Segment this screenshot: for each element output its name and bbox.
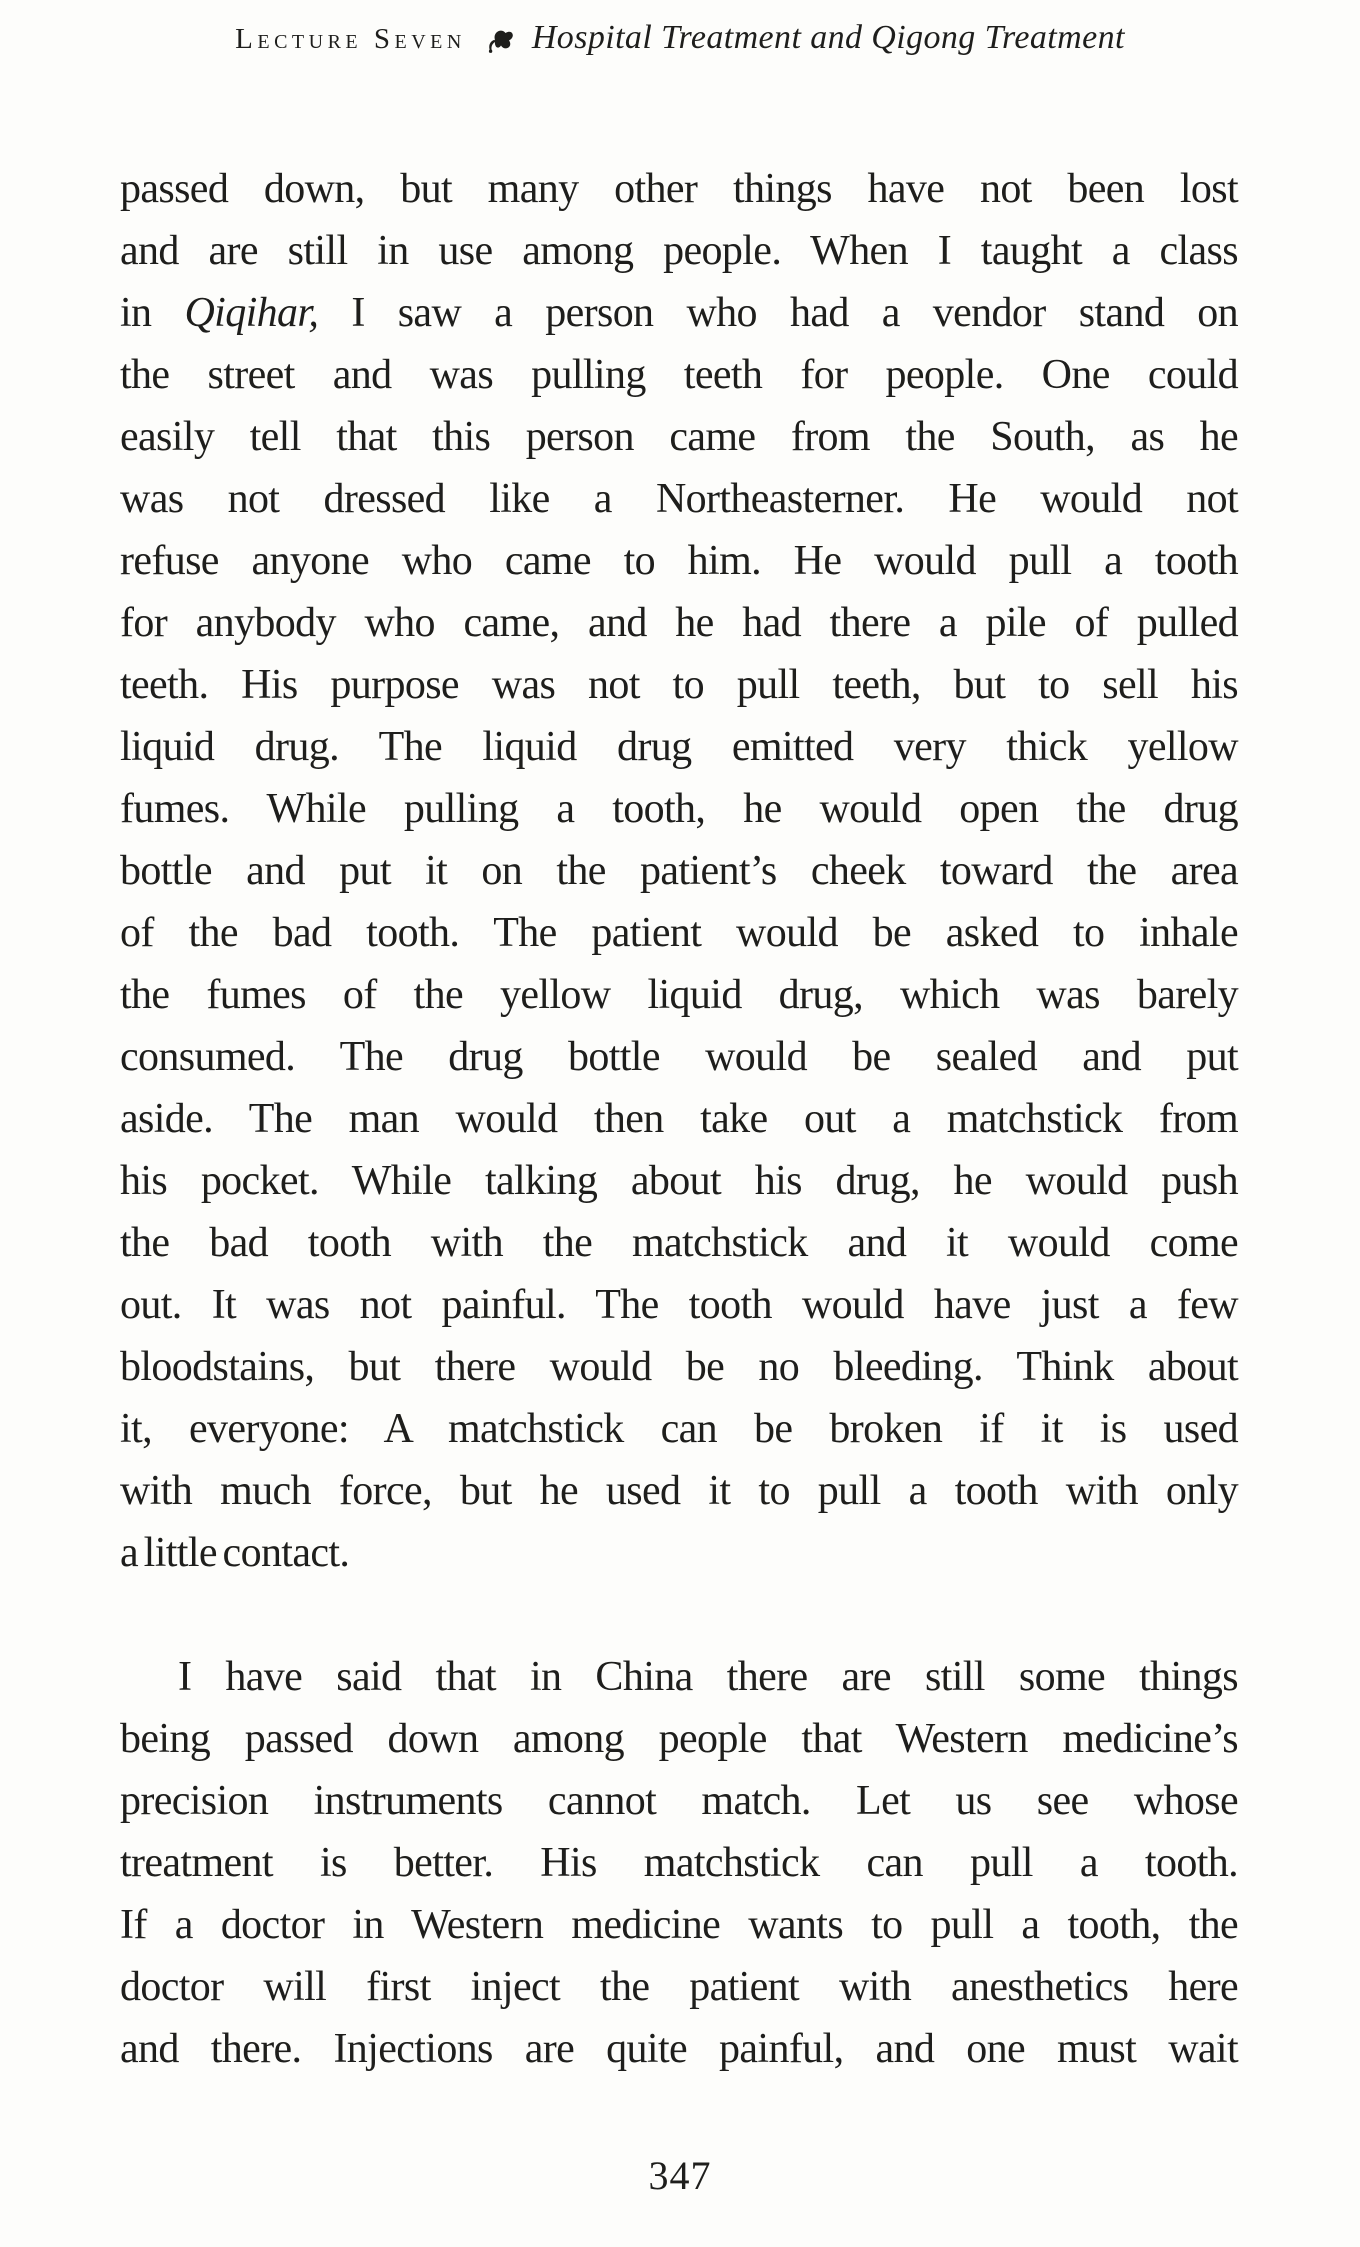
text-line bbox=[120, 1708, 1238, 1770]
text-line bbox=[120, 158, 1238, 220]
text-line bbox=[120, 1212, 1238, 1274]
text-line bbox=[120, 1522, 1238, 1584]
text-segment: teeth. His purpose was not to pull teeth, but to sell his bbox=[120, 662, 1238, 708]
body-paragraph bbox=[120, 1646, 1238, 2080]
text-segment: If a doctor in Western medicine wants to pull a tooth, the bbox=[120, 1902, 1238, 1948]
page-footer bbox=[0, 2152, 1360, 2199]
text-segment: in bbox=[120, 290, 185, 336]
text-line bbox=[120, 1274, 1238, 1336]
text-segment: bottle and put it on the patient’s cheek toward the area bbox=[120, 848, 1238, 894]
text-segment: aside. The man would then take out a matchstick from bbox=[120, 1096, 1238, 1142]
text-line bbox=[120, 1336, 1238, 1398]
text-segment: out. It was not painful. The tooth would have just a few bbox=[120, 1282, 1238, 1328]
text-line bbox=[120, 468, 1238, 530]
text-line bbox=[120, 840, 1238, 902]
text-line bbox=[120, 1956, 1238, 2018]
body-text bbox=[120, 158, 1238, 2080]
header-section-label: Lecture Seven bbox=[235, 23, 466, 55]
text-segment: and are still in use among people. When I taught a class bbox=[120, 228, 1238, 274]
text-segment: I have said that in China there are still some things bbox=[178, 1654, 1238, 1700]
text-line bbox=[120, 282, 1238, 344]
text-segment: a little contact. bbox=[120, 1530, 350, 1576]
text-segment: for anybody who came, and he had there a pile of pulled bbox=[120, 600, 1238, 646]
text-line bbox=[120, 1460, 1238, 1522]
header-title: Hospital Treatment and Qigong Treatment bbox=[531, 19, 1125, 56]
text-segment: treatment is better. His matchstick can pull a tooth. bbox=[120, 1840, 1238, 1886]
text-line bbox=[120, 902, 1238, 964]
text-segment: and there. Injections are quite painful, and one must wait bbox=[120, 2026, 1238, 2072]
text-line bbox=[120, 1026, 1238, 1088]
text-segment: passed down, but many other things have not been lost bbox=[120, 166, 1238, 212]
text-line bbox=[120, 1894, 1238, 1956]
text-segment: was not dressed like a Northeasterner. He would not bbox=[120, 476, 1238, 522]
text-line bbox=[120, 1770, 1238, 1832]
text-segment: liquid drug. The liquid drug emitted very thick yellow bbox=[120, 724, 1238, 770]
text-segment: the street and was pulling teeth for people. One could bbox=[120, 352, 1238, 398]
running-header bbox=[0, 19, 1360, 63]
text-line bbox=[120, 530, 1238, 592]
text-line bbox=[120, 2018, 1238, 2080]
text-line bbox=[120, 1398, 1238, 1460]
text-line bbox=[120, 406, 1238, 468]
text-segment: fumes. While pulling a tooth, he would open the drug bbox=[120, 786, 1238, 832]
text-segment: consumed. The drug bottle would be sealed and put bbox=[120, 1034, 1238, 1080]
text-line bbox=[120, 1646, 1238, 1708]
text-line bbox=[120, 1088, 1238, 1150]
text-segment: it, everyone: A matchstick can be broken if it is used bbox=[120, 1406, 1238, 1452]
text-segment: I saw a person who had a vendor stand on bbox=[318, 290, 1238, 336]
text-line bbox=[120, 592, 1238, 654]
text-segment: with much force, but he used it to pull a tooth with only bbox=[120, 1468, 1238, 1514]
hedera-leaf-icon bbox=[486, 26, 516, 54]
text-line bbox=[120, 220, 1238, 282]
text-line bbox=[120, 964, 1238, 1026]
text-line bbox=[120, 1832, 1238, 1894]
text-segment: doctor will first inject the patient with anesthetics here bbox=[120, 1964, 1238, 2010]
text-segment: bloodstains, but there would be no bleeding. Think about bbox=[120, 1344, 1238, 1390]
text-segment: refuse anyone who came to him. He would pull a tooth bbox=[120, 538, 1238, 584]
text-segment: the bad tooth with the matchstick and it would come bbox=[120, 1220, 1238, 1266]
text-line bbox=[120, 1150, 1238, 1212]
text-segment: the fumes of the yellow liquid drug, which was barely bbox=[120, 972, 1238, 1018]
page-number: 347 bbox=[648, 2153, 712, 2198]
text-line bbox=[120, 344, 1238, 406]
text-segment: easily tell that this person came from the South, as he bbox=[120, 414, 1238, 460]
body-paragraph bbox=[120, 158, 1238, 1584]
italic-text-segment: Qiqihar, bbox=[184, 290, 319, 336]
text-line bbox=[120, 778, 1238, 840]
text-line bbox=[120, 654, 1238, 716]
text-segment: of the bad tooth. The patient would be asked to inhale bbox=[120, 910, 1238, 956]
text-line bbox=[120, 716, 1238, 778]
text-segment: being passed down among people that Western medicine’s bbox=[120, 1716, 1238, 1762]
text-segment: his pocket. While talking about his drug, he would push bbox=[120, 1158, 1238, 1204]
text-segment: precision instruments cannot match. Let us see whose bbox=[120, 1778, 1238, 1824]
